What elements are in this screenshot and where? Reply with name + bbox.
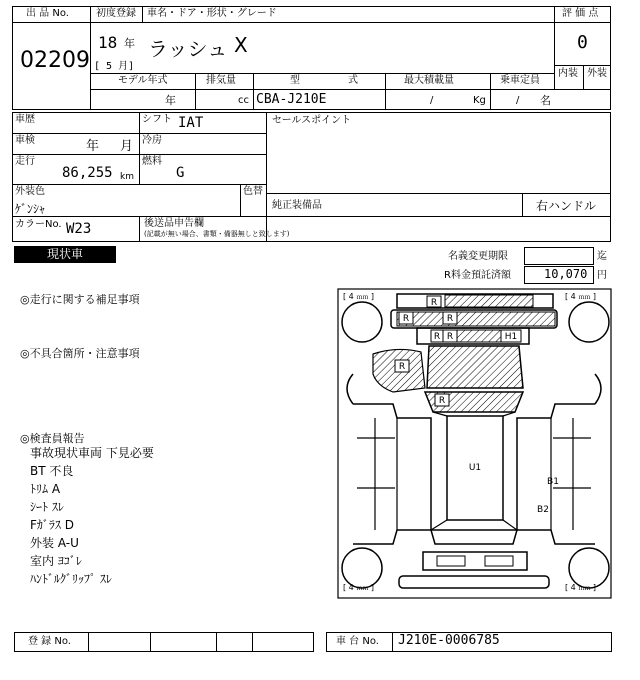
exterior-label: 外装 xyxy=(587,68,607,79)
lot-label: 出 品 No. xyxy=(26,8,69,19)
ext-color-value: ｹﾞﾝｼｬ xyxy=(15,202,46,216)
fuel-label: 燃料 xyxy=(142,156,162,167)
inspector-line: ﾊﾝﾄﾞﾙｸﾞﾘｯﾌﾟ ｽﾚ xyxy=(30,572,112,586)
defect-notes-title: ◎不具合箇所・注意事項 xyxy=(20,347,140,360)
car-grade: X xyxy=(234,33,248,57)
wheel-rear-left xyxy=(342,548,382,588)
inspector-report-title: ◎検査員報告 xyxy=(20,432,85,445)
rating-label: 評 価 点 xyxy=(562,8,599,19)
shift-value: IAT xyxy=(178,115,204,131)
damage-mark: R xyxy=(402,314,410,324)
inspection-month: 月 xyxy=(120,139,134,154)
chassis-value: J210E-0006785 xyxy=(398,633,500,648)
damage-mark: U1 xyxy=(468,463,482,473)
damage-mark: R xyxy=(438,396,446,406)
car-damage-diagram xyxy=(337,288,613,600)
wheel-front-right-label: [ 4 ｍｍ ] xyxy=(565,292,596,301)
wheel-rear-right xyxy=(569,548,609,588)
car-name: ラッシュ xyxy=(148,37,228,61)
rating-value: 0 xyxy=(577,32,588,53)
rear-bumper xyxy=(399,576,549,588)
ac-label: 冷房 xyxy=(142,135,162,146)
type-label: 型 xyxy=(290,75,300,86)
ext-color-label: 外装色 xyxy=(15,186,45,197)
wheel-rear-left-label: [ 4 ｍｍ ] xyxy=(343,583,374,592)
mileage-label: 走行 xyxy=(15,156,35,167)
first-reg-label: 初度登録 xyxy=(96,8,136,19)
inspection-label: 車検 xyxy=(15,135,35,146)
person-unit: 名 xyxy=(540,94,551,107)
recycle-unit: 円 xyxy=(597,270,607,281)
damage-mark: R xyxy=(446,314,454,324)
driving-notes-title: ◎走行に関する補足事項 xyxy=(20,293,140,306)
year-unit: 年 xyxy=(124,37,135,50)
name-change-box xyxy=(524,247,594,265)
inspector-line: 事故現状車両 下見必要 xyxy=(30,446,154,460)
inspection-year: 年 xyxy=(86,139,100,154)
wheel-rear-right-label: [ 4 ｍｍ ] xyxy=(565,583,596,592)
load-slash: / xyxy=(430,95,434,106)
rear-window xyxy=(431,530,517,544)
damage-mark: B1 xyxy=(547,477,559,487)
capacity-slash: / xyxy=(516,95,520,106)
recycle-label: R料金預託済額 xyxy=(444,270,511,281)
damage-mark: R xyxy=(398,362,406,372)
km-unit: km xyxy=(120,172,134,182)
inspector-line: BT 不良 xyxy=(30,464,74,478)
reg-no-label: 登 録 No. xyxy=(28,636,71,647)
damage-mark: H1 xyxy=(504,332,518,342)
wheel-front-left xyxy=(342,302,382,342)
chassis-label: 車 台 No. xyxy=(336,636,379,647)
damage-mark: R xyxy=(430,298,438,308)
kg-unit: Kg xyxy=(473,95,486,106)
damage-mark: R xyxy=(433,332,441,342)
model-year-unit: 年 xyxy=(165,94,176,107)
model-year-label: モデル年式 xyxy=(118,75,168,86)
interior-label: 内装 xyxy=(558,68,578,79)
inspector-line: Fｶﾞﾗｽ D xyxy=(30,518,74,532)
name-change-label: 名義変更期限 xyxy=(448,251,508,262)
damage-mark: R xyxy=(446,332,454,342)
body-left-side xyxy=(353,404,431,544)
post-declare-label: 後送品申告欄 xyxy=(144,218,204,229)
car-name-label: 車名・ドア・形状・グレード xyxy=(147,8,277,19)
wheel-front-left-label: [ 4 ｍｍ ] xyxy=(343,292,374,301)
capacity-label: 乗車定員 xyxy=(500,75,540,86)
displacement-label: 排気量 xyxy=(206,75,236,86)
body-right-side xyxy=(517,404,595,544)
inspector-line: ﾄﾘﾑ A xyxy=(30,482,61,496)
mileage-value: 86,255 xyxy=(62,165,113,181)
post-declare-note: (記載が無い場合、書類・備器無しと致します) xyxy=(144,230,290,238)
damage-mark: B2 xyxy=(537,505,549,515)
max-load-label: 最大積載量 xyxy=(404,75,454,86)
inspector-line: 室内 ﾖｺﾞﾚ xyxy=(30,554,82,568)
model-code: CBA-J210E xyxy=(256,92,327,107)
color-no-label: カラーNo. xyxy=(15,219,62,230)
fuel-value: G xyxy=(176,165,185,181)
history-label: 車歴 xyxy=(15,114,35,125)
recycle-value: 10,070 xyxy=(544,267,588,281)
handle-value: 右ハンドル xyxy=(536,199,597,213)
name-change-unit: 迄 xyxy=(597,251,607,262)
lot-number: 02209 xyxy=(20,48,90,73)
hood xyxy=(427,346,523,388)
color-no-value: W23 xyxy=(66,221,92,237)
wheel-front-right xyxy=(569,302,609,342)
inspector-line: 外装 A-U xyxy=(30,536,79,550)
cc-unit: cc xyxy=(238,95,249,106)
inspector-line: ｼｰﾄ ｽﾚ xyxy=(30,500,64,514)
shift-label: シフト xyxy=(142,114,172,125)
type-label-2: 式 xyxy=(348,75,358,86)
genuine-equip-label: 純正装備品 xyxy=(272,200,322,211)
first-reg-year: 18 xyxy=(98,33,118,52)
status-badge-text: 現状車 xyxy=(46,247,83,261)
status-badge xyxy=(14,246,116,263)
first-reg-month: [ 5 月] xyxy=(94,61,135,72)
rear-panel xyxy=(423,552,527,570)
sales-point-label: セールスポイント xyxy=(272,115,352,126)
color-change-label: 色替 xyxy=(243,186,263,197)
